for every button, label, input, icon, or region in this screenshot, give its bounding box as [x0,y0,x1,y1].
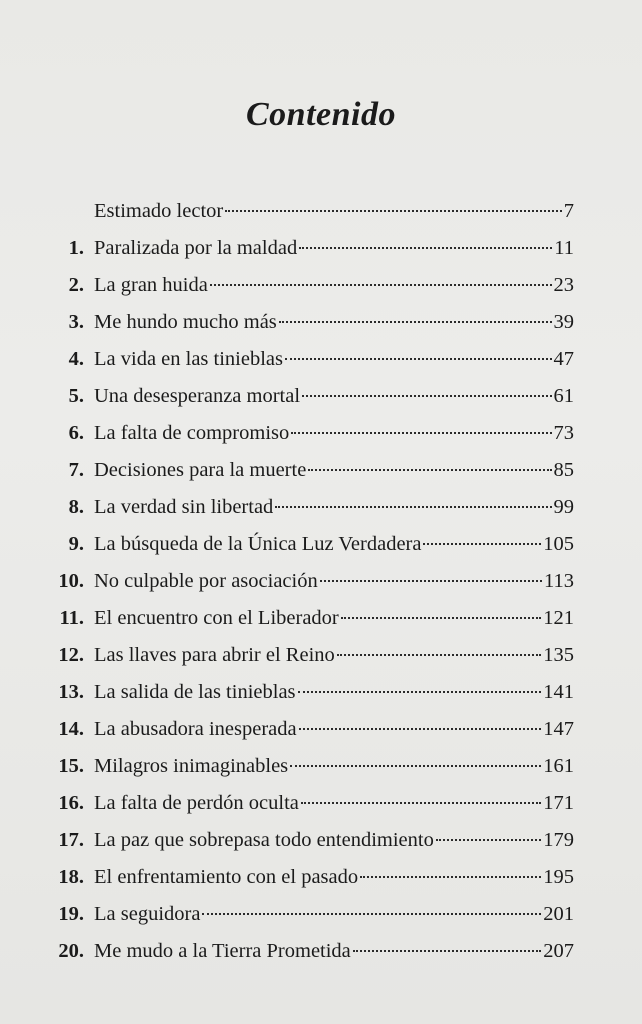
chapter-number: 9. [68,533,84,555]
chapter-number: 8. [68,496,84,518]
dot-leader [360,876,541,878]
chapter-number: 6. [68,422,84,444]
toc-entry [34,193,574,230]
chapter-number: 19. [58,903,84,925]
chapter-title: La falta de perdón oculta [94,792,299,814]
toc-entry [34,526,574,563]
page-number: 179 [543,829,574,851]
chapter-number: 20. [58,940,84,962]
toc-entry [34,415,574,452]
chapter-number: 1. [68,237,84,259]
toc-entry [34,341,574,378]
page-number: 73 [553,422,574,444]
page-number: 195 [543,866,574,888]
chapter-number: 11. [59,607,84,629]
dot-leader [301,802,541,804]
dot-leader [225,210,562,212]
page-number: 61 [553,385,574,407]
chapter-number: 4. [68,348,84,370]
dot-leader [275,506,551,508]
chapter-title: La seguidora [94,903,201,925]
page-number: 23 [553,274,574,296]
chapter-title: Las llaves para abrir el Reino [94,644,335,666]
page-number: 147 [543,718,574,740]
chapter-number: 10. [58,570,84,592]
page-number: 161 [543,755,574,777]
page-title: Contenido [246,96,396,133]
chapter-title: Decisiones para la muerte [94,459,307,481]
page-number: 105 [543,533,574,555]
dot-leader [279,321,552,323]
toc-entry [34,785,574,822]
toc-entry [34,896,574,933]
toc-entry [34,304,574,341]
chapter-title: La gran huida [94,274,208,296]
toc-entry [34,267,574,304]
page-number: 171 [543,792,574,814]
dot-leader [298,691,542,693]
chapter-number: 5. [68,385,84,407]
dot-leader [285,358,552,360]
toc-entry [34,674,574,711]
page-number: 141 [543,681,574,703]
page-number: 47 [553,348,574,370]
dot-leader [423,543,541,545]
chapter-number: 16. [58,792,84,814]
page-number: 39 [553,311,574,333]
chapter-title: Me hundo mucho más [94,311,277,333]
chapter-title: La abusadora inesperada [94,718,297,740]
chapter-title: La búsqueda de la Única Luz Verdadera [94,533,422,555]
page-number: 113 [544,570,574,592]
dot-leader [291,432,551,434]
page-number: 99 [553,496,574,518]
dot-leader [299,728,542,730]
page-number: 7 [563,200,574,222]
chapter-number: 17. [58,829,84,851]
toc-entry [34,563,574,600]
toc-entry [34,822,574,859]
chapter-title: La salida de las tinieblas [94,681,296,703]
table-of-contents [34,193,574,970]
dot-leader [210,284,552,286]
dot-leader [337,654,541,656]
page-number: 201 [543,903,574,925]
chapter-number: 2. [68,274,84,296]
chapter-title: Estimado lector [94,200,224,222]
chapter-number: 3. [68,311,84,333]
toc-entry [34,711,574,748]
toc-entry [34,933,574,970]
toc-entry [34,378,574,415]
chapter-number: 12. [58,644,84,666]
dot-leader [308,469,551,471]
chapter-number: 18. [58,866,84,888]
chapter-title: Me mudo a la Tierra Prometida [94,940,351,962]
chapter-title: La verdad sin libertad [94,496,274,518]
page-number: 207 [543,940,574,962]
chapter-title: Una desesperanza mortal [94,385,301,407]
chapter-title: El encuentro con el Liberador [94,607,339,629]
chapter-number: 7. [68,459,84,481]
dot-leader [436,839,541,841]
chapter-title: La vida en las tinieblas [94,348,283,370]
chapter-title: La falta de compromiso [94,422,290,444]
chapter-title: El enfrentamiento con el pasado [94,866,359,888]
chapter-title: Milagros inimaginables [94,755,289,777]
dot-leader [299,247,552,249]
chapter-title: Paralizada por la maldad [94,237,298,259]
dot-leader [202,913,541,915]
dot-leader [290,765,541,767]
dot-leader [320,580,542,582]
page-number: 135 [543,644,574,666]
toc-entry [34,859,574,896]
chapter-number: 14. [58,718,84,740]
toc-entry [34,600,574,637]
page-number: 11 [554,237,574,259]
toc-entry [34,748,574,785]
toc-entry [34,452,574,489]
toc-entry [34,230,574,267]
chapter-title: No culpable por asociación [94,570,318,592]
chapter-number: 15. [58,755,84,777]
dot-leader [302,395,551,397]
page-number: 121 [543,607,574,629]
chapter-number: 13. [58,681,84,703]
toc-entry [34,637,574,674]
dot-leader [353,950,541,952]
dot-leader [341,617,542,619]
toc-entry [34,489,574,526]
chapter-title: La paz que sobrepasa todo entendimiento [94,829,434,851]
page-number: 85 [553,459,574,481]
